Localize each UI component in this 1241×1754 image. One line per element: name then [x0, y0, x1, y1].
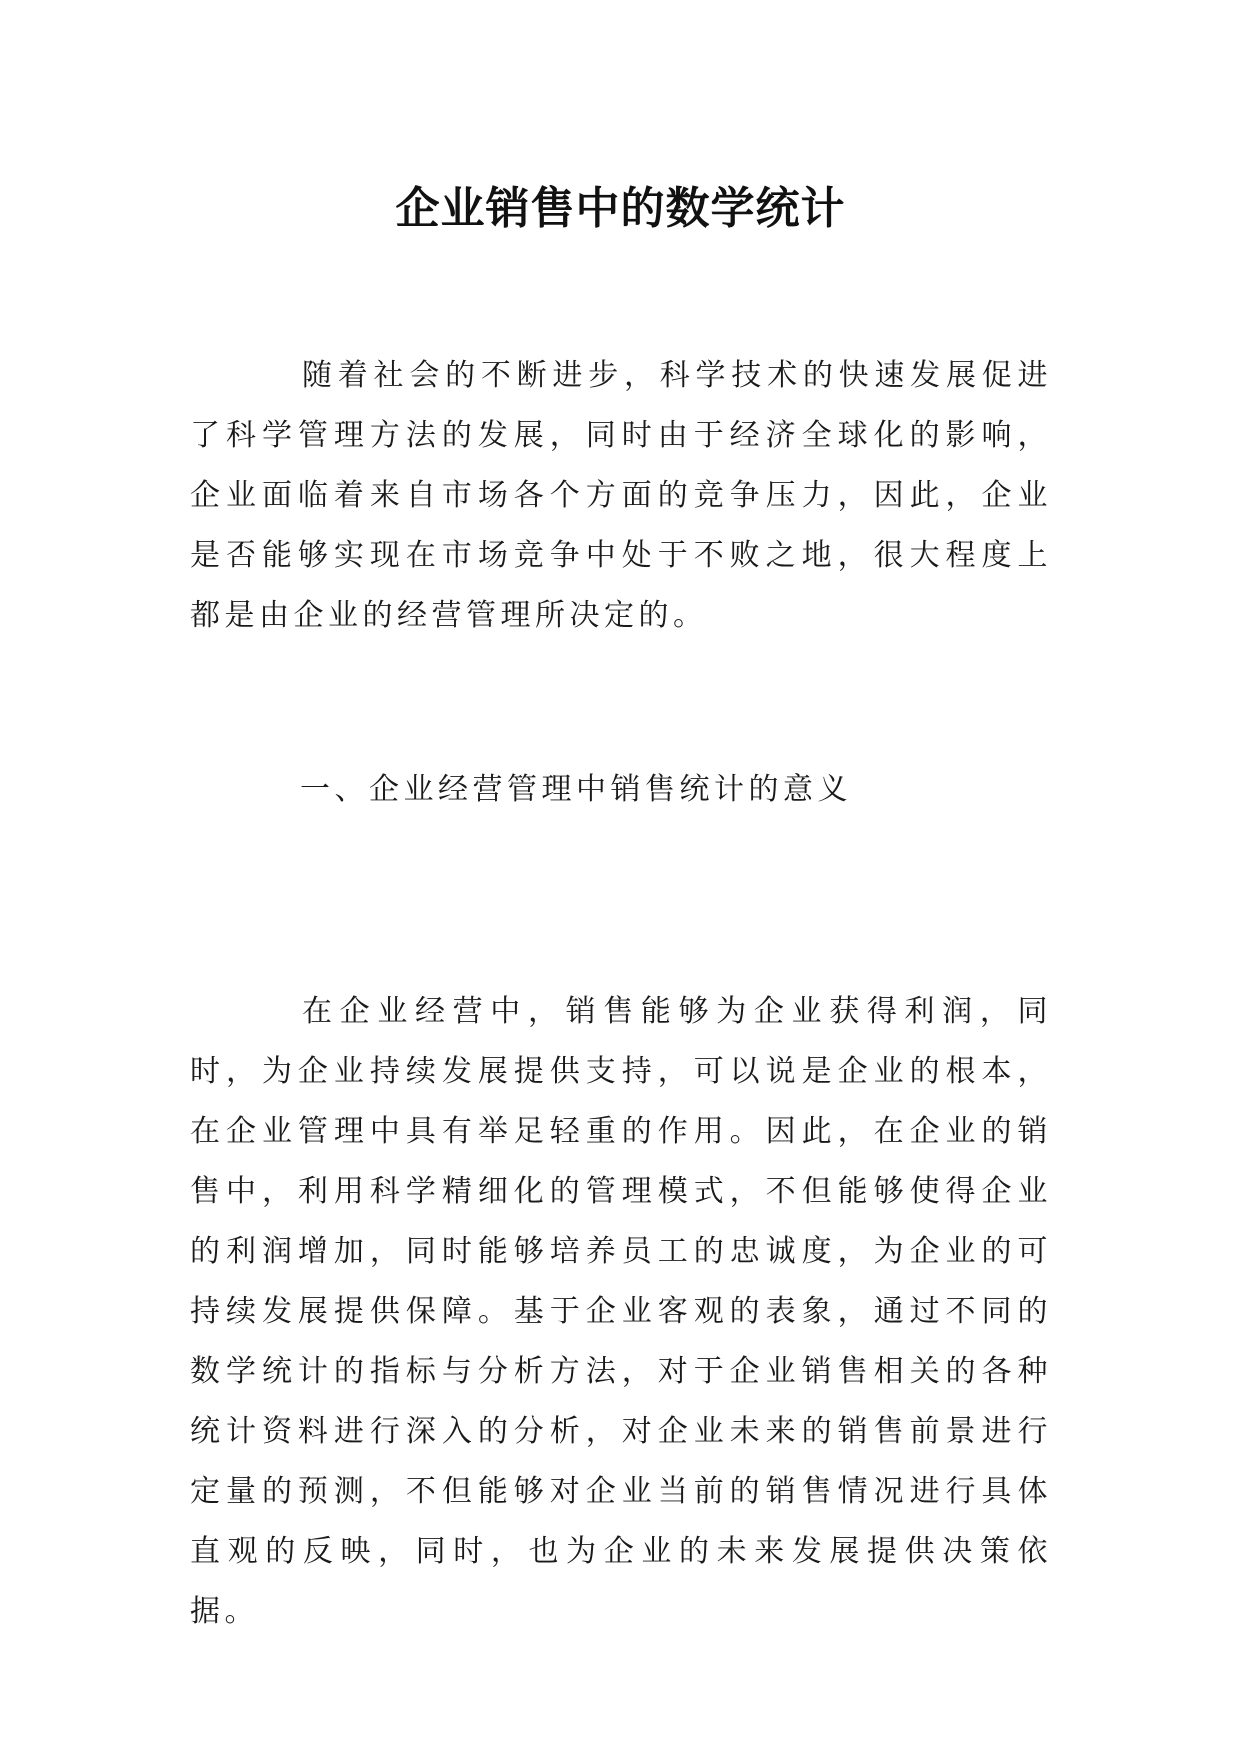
document-title: 企业销售中的数学统计 — [395, 183, 846, 235]
intro-paragraph: 随着社会的不断进步，科学技术的快速发展促进了科学管理方法的发展，同时由于经济全球化的影响，企业面临着来自市场各个方面的竞争压力，因此，企业是否能够实现在市场竞争中处于不败之地，很大程度上都是由企业的经营管理所决定的。 — [190, 358, 1052, 633]
body-paragraph: 在企业经营中，销售能够为企业获得利润，同时，为企业持续发展提供支持，可以说是企业的根本，在企业管理中具有举足轻重的作用。因此，在企业的销售中，利用科学精细化的管理模式，不但能够使得企业的利润增加，同时能够培养员工的忠诚度，为企业的可持续发展提供保障。基于企业客观的表象，通过不同的数学统计的指标与分析方法，对于企业销售相关的各种统计资料进行深入的分析，对企业未来的销售前景进行定量的预测，不但能够对企业当前的销售情况进行具体直观的反映，同时，也为企业的未来发展提供决策依据。 — [190, 994, 1052, 1629]
section-heading: 一、企业经营管理中销售统计的意义 — [300, 772, 852, 807]
